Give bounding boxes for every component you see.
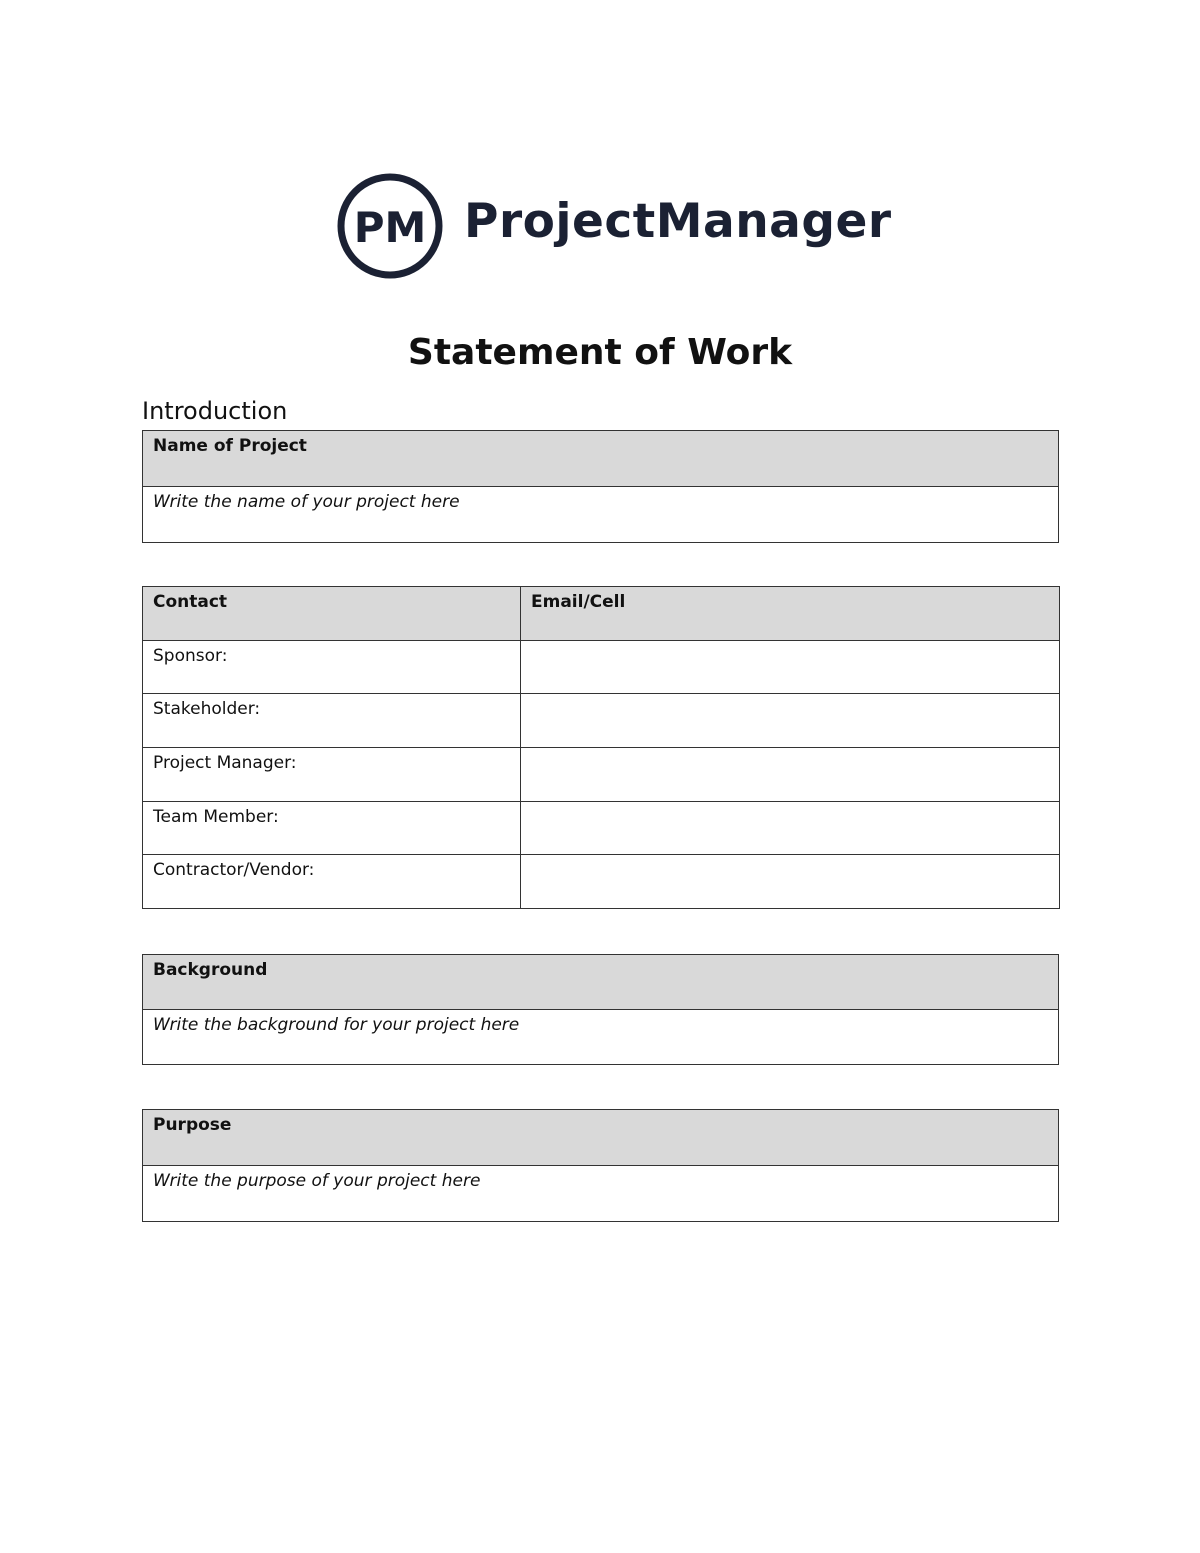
email-cell-field-team-member[interactable] (521, 801, 1060, 855)
contact-label-sponsor: Sponsor: (143, 640, 521, 694)
table-row (143, 487, 1059, 543)
email-cell-field-project-manager[interactable] (521, 748, 1060, 802)
email-cell-field-stakeholder[interactable] (521, 694, 1060, 748)
background-table (142, 954, 1059, 1065)
table-header-row (143, 955, 1059, 1010)
table-row (143, 748, 1060, 802)
project-name-table (142, 430, 1059, 543)
email-cell-field-sponsor[interactable] (521, 640, 1060, 694)
table-header-row (143, 1110, 1059, 1166)
background-field[interactable]: Write the background for your project here (143, 1010, 1059, 1065)
table-header-row (143, 431, 1059, 487)
projectmanager-logo (336, 172, 892, 280)
table-row (143, 694, 1060, 748)
purpose-table (142, 1109, 1059, 1222)
table-row (143, 640, 1060, 694)
project-name-field[interactable]: Write the name of your project here (143, 487, 1059, 543)
contacts-table (142, 586, 1060, 909)
table-row (143, 1010, 1059, 1065)
pm-logo-icon (336, 172, 444, 280)
contact-label-contractor-vendor: Contractor/Vendor: (143, 855, 521, 909)
contact-label-project-manager: Project Manager: (143, 748, 521, 802)
background-header: Background (143, 955, 1059, 1010)
logo-mark-text: PM (353, 203, 427, 252)
document-title: Statement of Work (407, 332, 793, 373)
email-cell-column-header: Email/Cell (521, 587, 1060, 641)
purpose-header: Purpose (143, 1110, 1059, 1166)
logo-wordmark: ProjectManager (464, 194, 892, 249)
project-name-header: Name of Project (143, 431, 1059, 487)
contact-column-header: Contact (143, 587, 521, 641)
contact-label-team-member: Team Member: (143, 801, 521, 855)
table-row (143, 855, 1060, 909)
table-header-row (143, 587, 1060, 641)
email-cell-field-contractor-vendor[interactable] (521, 855, 1060, 909)
section-heading-introduction: Introduction (142, 397, 288, 425)
table-row (143, 1166, 1059, 1222)
table-row (143, 801, 1060, 855)
contact-label-stakeholder: Stakeholder: (143, 694, 521, 748)
purpose-field[interactable]: Write the purpose of your project here (143, 1166, 1059, 1222)
